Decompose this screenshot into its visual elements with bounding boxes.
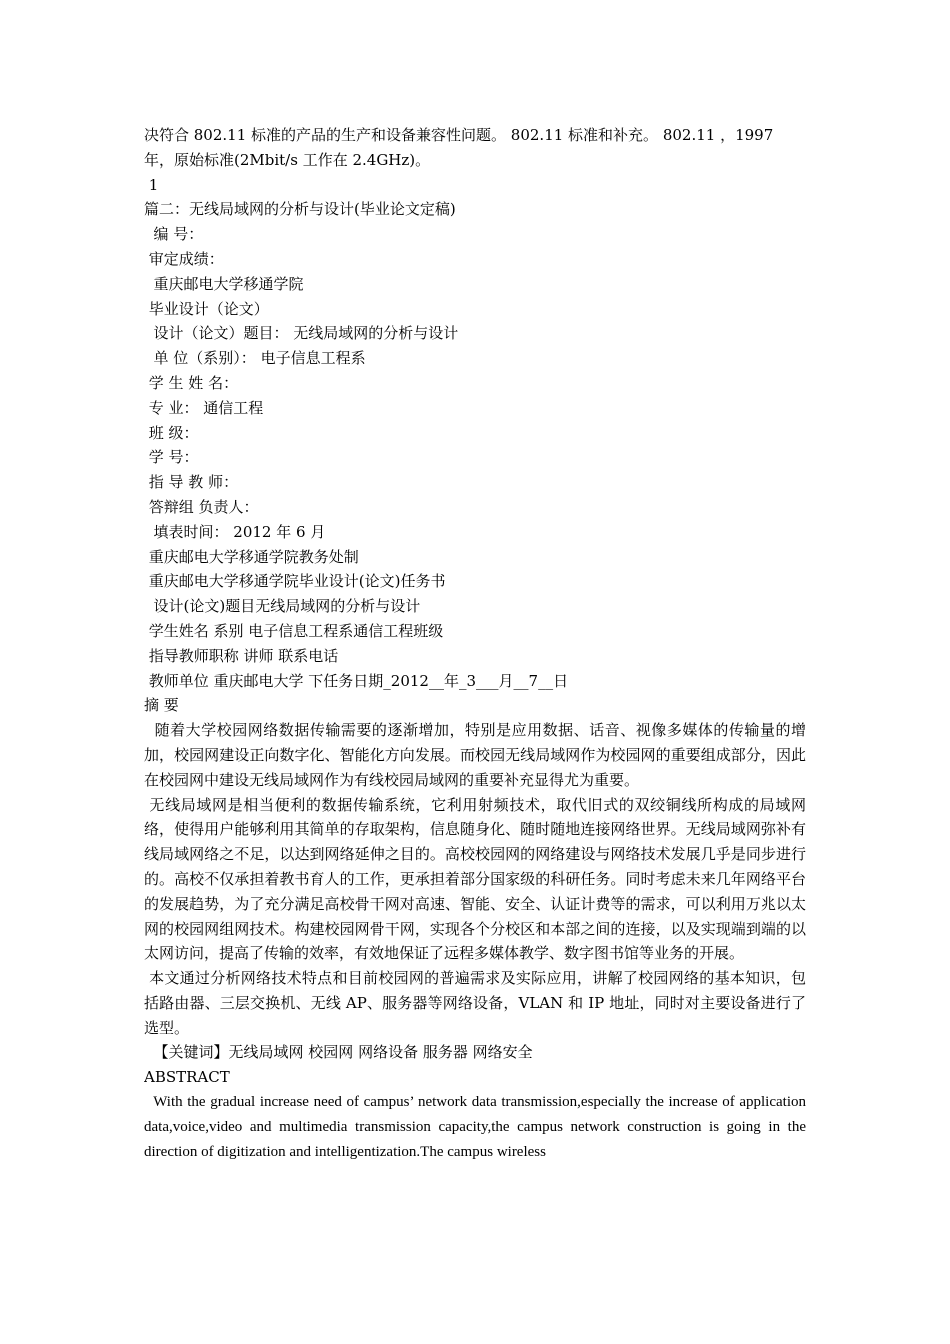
text-line: 决符合 802.11 标准的产品的生产和设备兼容性问题。 802.11 标准和补充。 802.11 ，1997 <box>144 126 774 144</box>
text-line: 年，原始标准(2Mbit/s 工作在 2.4GHz)。 <box>144 150 431 169</box>
cover-field-title: 设计（论文）题目： 无线局域网的分析与设计 <box>144 324 459 343</box>
cover-field-class: 班 级： <box>144 423 199 442</box>
task-field-unit: 教师单位 重庆邮电大学 下任务日期_2012__年_3___月__7__日 <box>144 671 569 690</box>
cover-school: 重庆邮电大学移通学院 <box>144 274 304 293</box>
cover-field-student-id: 学 号： <box>144 448 199 467</box>
cover-field-student-name: 学 生 姓 名： <box>144 373 239 392</box>
cover-field-panel: 答辩组 负责人： <box>144 497 259 516</box>
document-page <box>144 123 810 1164</box>
page-number: 1 <box>144 175 159 194</box>
task-field-student: 学生姓名 系别 电子信息工程系通信工程班级 <box>144 621 444 640</box>
cover-doc-type: 毕业设计（论文） <box>144 299 269 318</box>
abstract-paragraph: 随着大学校园网络数据传输需要的逐渐增加，特别是应用数据、话音、视像多媒体的传输量的增加，校园网建设正向数字化、智能化方向发展。而校园无线局域网作为校园网的重要组成部分，因此在校园网中建设无线局域网作为有线校园局域网的重要补充显得尤为重要。 <box>144 721 806 789</box>
abstract-paragraph: 本文通过分析网络技术特点和目前校园网的普遍需求及实际应用，讲解了校园网络的基本知识，包括路由器、三层交换机、无线 AP、服务器等网络设备，VLAN 和 IP 地址，同时对主要设备进行了选型。 <box>144 969 806 1037</box>
cover-field-department: 单 位（系别）： 电子信息工程系 <box>144 349 366 368</box>
abstract-heading-en: ABSTRACT <box>144 1068 230 1087</box>
cover-field-major: 专 业： 通信工程 <box>144 398 264 417</box>
keywords-line: 【关键词】无线局域网 校园网 网络设备 服务器 网络安全 <box>144 1043 533 1062</box>
abstract-paragraph: 无线局域网是相当便利的数据传输系统，它利用射频技术，取代旧式的双绞铜线所构成的局域网络，使得用户能够利用其简单的存取架构，信息随身化、随时随地连接网络世界。无线局域网弥补有线局域网络之不足，以达到网络延伸之目的。高校校园网的网络建设与网络技术发展几乎是同步进行的。高校不仅承担着教书育人的工作，更承担着部分国家级的科研任务。同时考虑未来几年网络平台的发展趋势，为了充分满足高校骨干网对高速、智能、安全、认证计费等的需求，可以利用万兆以太网的校园网组网技术。构建校园网骨干网，实现各个分校区和本部之间的连接，以及实现端到端的以太网访问，提高了传输的效率，有效地保证了远程多媒体教学、数字图书馆等业务的开展。 <box>144 795 806 963</box>
abstract-heading-cn: 摘 要 <box>144 696 179 715</box>
task-field-title: 设计(论文)题目无线局域网的分析与设计 <box>144 597 421 616</box>
cover-field-number: 编 号： <box>144 225 204 244</box>
cover-field-advisor: 指 导 教 师： <box>144 473 239 492</box>
section-title: 篇二：无线局域网的分析与设计(毕业论文定稿) <box>144 200 456 219</box>
cover-issuer: 重庆邮电大学移通学院教务处制 <box>144 547 359 566</box>
task-sheet-title: 重庆邮电大学移通学院毕业设计(论文)任务书 <box>144 572 446 591</box>
cover-field-grade: 审定成绩： <box>144 249 224 268</box>
task-field-advisor: 指导教师职称 讲师 联系电话 <box>144 646 339 665</box>
cover-field-date: 填表时间： 2012 年 6 月 <box>144 522 326 541</box>
abstract-paragraph-en: With the gradual increase need of campus’ network data transmission,especially the increase of application data,voice,video and multimedia transmission capacity,the campus network construction is going in the direction of digitization and intelligentization.The campus wireless <box>144 1094 810 1160</box>
